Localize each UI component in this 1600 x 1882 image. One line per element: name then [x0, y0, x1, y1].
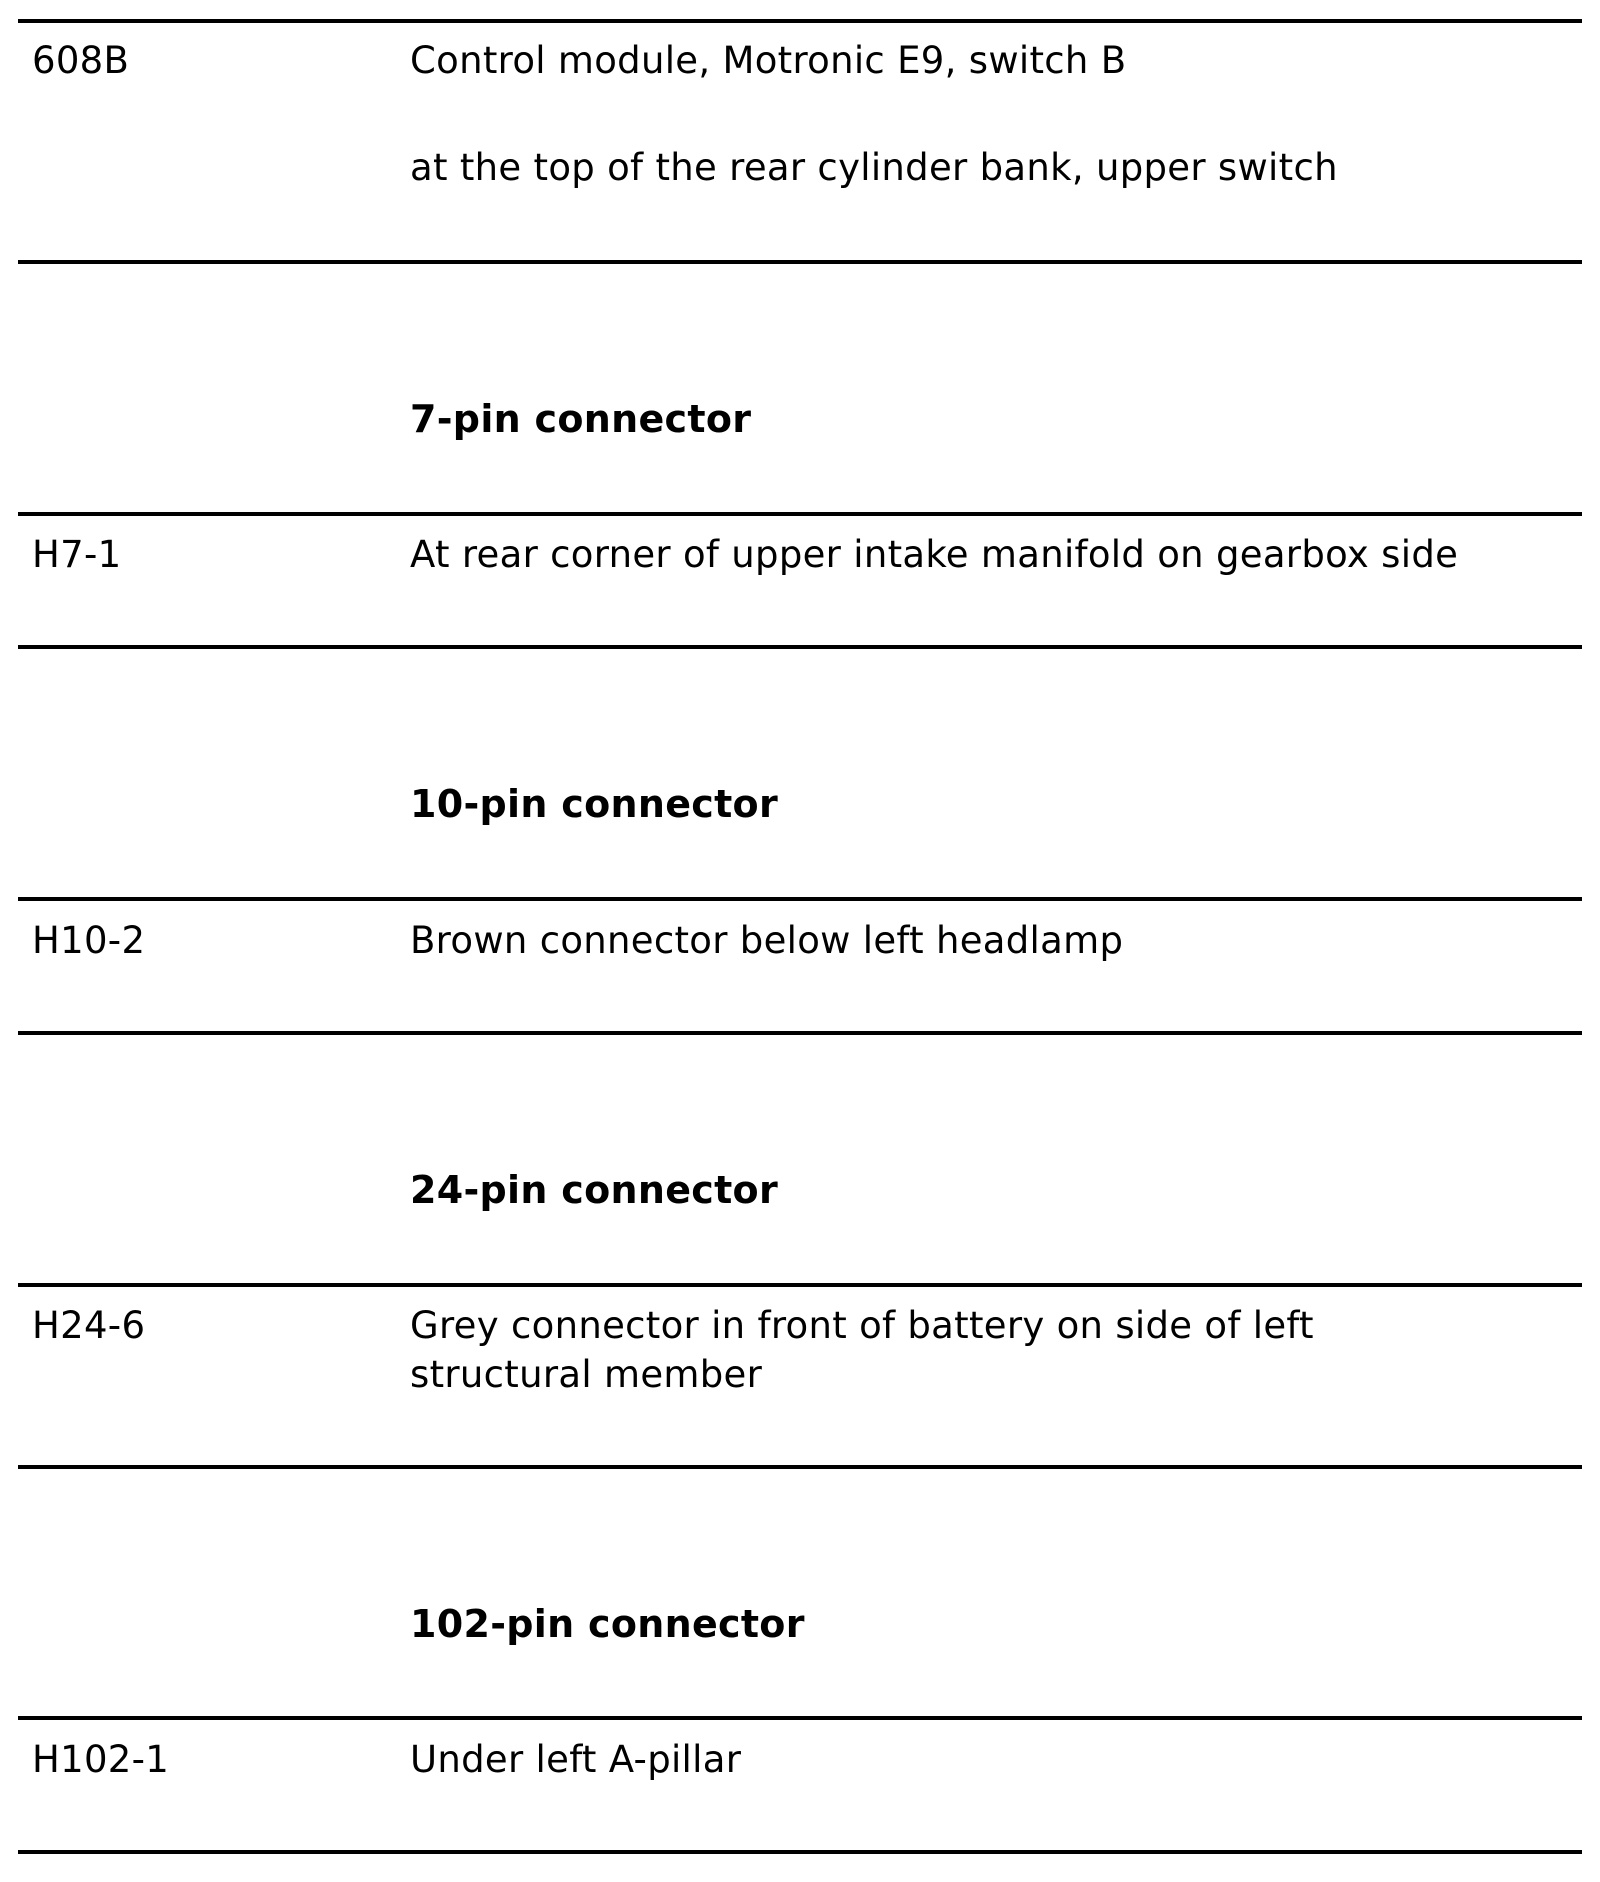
connector-location: Brown connector below left headlamp	[410, 919, 1124, 962]
connector-code: H10-2	[32, 919, 146, 962]
component-code: 608B	[32, 39, 130, 82]
component-location: at the top of the rear cylinder bank, upper switch	[410, 146, 1338, 189]
table-rule	[18, 1031, 1582, 1035]
connector-code: H102-1	[32, 1738, 170, 1781]
table-rule	[18, 19, 1582, 23]
section-heading: 24-pin connector	[410, 1168, 779, 1212]
connector-code: H7-1	[32, 533, 122, 576]
connector-code: H24-6	[32, 1304, 146, 1347]
connector-location: At rear corner of upper intake manifold on gearbox side	[410, 533, 1459, 576]
table-rule	[18, 1716, 1582, 1720]
component-description: Control module, Motronic E9, switch B	[410, 39, 1127, 82]
section-heading: 7-pin connector	[410, 397, 752, 441]
table-rule	[18, 260, 1582, 264]
table-rule	[18, 512, 1582, 516]
table-rule	[18, 1465, 1582, 1469]
table-rule	[18, 645, 1582, 649]
table-rule	[18, 1850, 1582, 1854]
table-rule	[18, 1283, 1582, 1287]
table-rule	[18, 897, 1582, 901]
connector-location: Under left A-pillar	[410, 1738, 742, 1781]
section-heading: 102-pin connector	[410, 1602, 805, 1646]
connector-location: Grey connector in front of battery on side of left	[410, 1304, 1314, 1347]
section-heading: 10-pin connector	[410, 782, 779, 826]
connector-location-continued: structural member	[410, 1353, 763, 1396]
